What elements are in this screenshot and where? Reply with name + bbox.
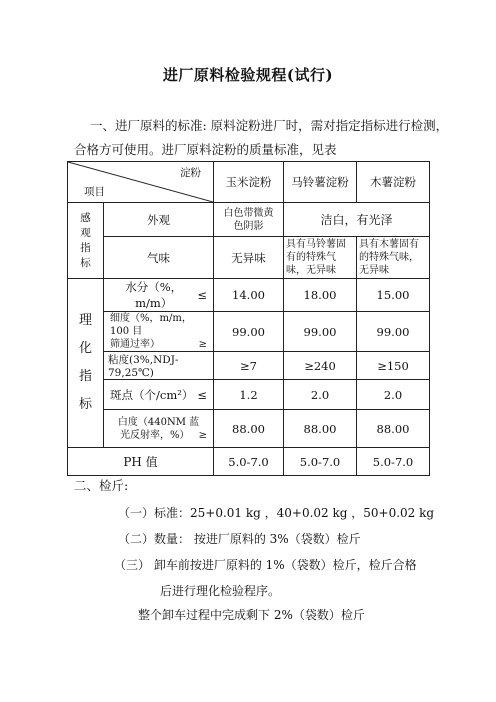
- row-item: 外观: [104, 203, 214, 237]
- page-title: 进厂原料检验规程(试行): [162, 66, 334, 84]
- row-item-cell: [104, 279, 214, 312]
- table-cell: 88.00: [214, 410, 284, 448]
- weighing-quantity-line: （二）数量： 按进厂原料的 3%（袋数）检斤: [118, 532, 361, 546]
- row-item-cell: [104, 380, 214, 410]
- table-cell: 15.00: [357, 279, 430, 312]
- table-cell: 99.00: [357, 312, 430, 352]
- table-cell: 88.00: [357, 410, 430, 448]
- table-cell: 无异味: [214, 237, 284, 279]
- table-cell: ≥7: [214, 352, 284, 380]
- weighing-procedure-line: （三） 卸车前按进厂原料的 1%（袋数）检斤，检斤合格: [114, 558, 417, 572]
- table-cell: 18.00: [284, 279, 357, 312]
- section-2-heading: 二、检斤:: [74, 478, 129, 493]
- diagonal-header-cell: [68, 162, 214, 203]
- column-header: 木薯淀粉: [357, 162, 430, 203]
- table-row: [68, 448, 430, 476]
- table-cell: 5.0-7.0: [357, 448, 430, 476]
- row-item: 气味: [104, 237, 214, 279]
- table-cell: ≥150: [357, 352, 430, 380]
- table-cell: 2.0: [284, 380, 357, 410]
- weighing-remaining-line: 整个卸车过程中完成剩下 2%（袋数）检斤: [138, 608, 365, 622]
- group-label-text: 感观指标: [80, 211, 91, 269]
- intro-line-1: 一、进厂原料的标准: 原料淀粉进厂时，需对指定指标进行检测，: [90, 118, 449, 133]
- table-cell: ≥240: [284, 352, 357, 380]
- table-cell: 99.00: [214, 312, 284, 352]
- weighing-standard-line: （一）标准：25+0.01 kg ，40+0.02 kg ，50+0.02 kg: [118, 506, 435, 520]
- table-row: [68, 279, 430, 312]
- table-row: [68, 237, 430, 279]
- row-operator: ≤: [197, 387, 207, 402]
- row-item-cell: [104, 410, 214, 448]
- quality-standard-table: [67, 161, 430, 476]
- row-item-cell: [104, 312, 214, 352]
- table-cell: 14.00: [214, 279, 284, 312]
- intro-line-2: 合格方可使用。进厂原料淀粉的质量标准，见表: [74, 142, 337, 157]
- table-row: [68, 410, 430, 448]
- table-cell: 洁白，有光泽: [284, 203, 430, 237]
- table-row: [68, 203, 430, 237]
- table-cell: 99.00: [284, 312, 357, 352]
- physchem-group-label: [68, 279, 104, 448]
- table-cell: 具有马铃薯固有的特殊气味，无异味: [284, 237, 357, 279]
- row-item-line2: 筛通过率）: [110, 339, 160, 350]
- header-diag-bottom: 项目: [84, 186, 105, 198]
- row-item-line1: 细度（%，m/m，100 目: [110, 313, 192, 337]
- row-item: PH 值: [68, 448, 214, 476]
- row-operator: ≥: [198, 429, 207, 441]
- table-cell: 5.0-7.0: [284, 448, 357, 476]
- header-diag-top: 淀粉: [180, 167, 201, 179]
- table-cell: 白色带微黄色阴影: [214, 203, 284, 237]
- table-row: [68, 352, 430, 380]
- column-header: 玉米淀粉: [214, 162, 284, 203]
- sensory-group-label: [68, 203, 104, 279]
- row-item: 斑点（个/cm²）: [110, 387, 194, 402]
- table-cell: 88.00: [284, 410, 357, 448]
- table-cell: 2.0: [357, 380, 430, 410]
- row-operator: ≤: [197, 288, 207, 302]
- weighing-procedure-continued: 后进行理化检验程序。: [160, 584, 281, 598]
- table-row: [68, 312, 430, 352]
- row-item: 水分（%，m/m）: [125, 280, 183, 310]
- column-header: 马铃薯淀粉: [284, 162, 357, 203]
- table-cell: 1.2: [214, 380, 284, 410]
- table-row: [68, 380, 430, 410]
- group-label-text: 理化指标: [78, 313, 92, 412]
- table-cell: 具有木薯固有的特殊气味，无异味: [357, 237, 430, 279]
- row-item: 粘度(3%,NDJ-79,25℃): [104, 352, 214, 380]
- row-operator: ≥: [198, 339, 207, 350]
- row-item-line1: 白度（440NM 蓝: [117, 416, 200, 428]
- row-item-line2: 光反射率，%）: [120, 429, 190, 441]
- table-cell: 5.0-7.0: [214, 448, 284, 476]
- table-header-row: [68, 162, 430, 203]
